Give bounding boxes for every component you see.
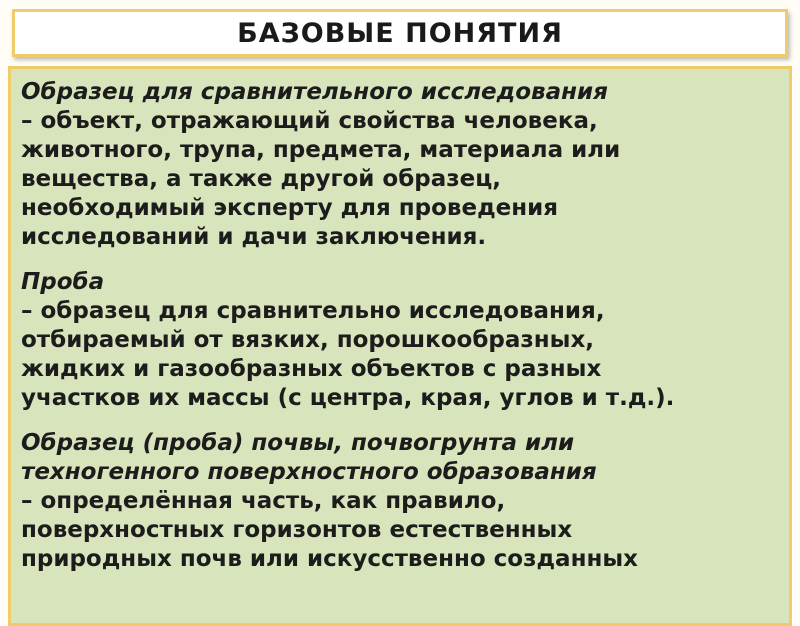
- definition-section-probe: [21, 268, 779, 413]
- definition-term: Образец (проба) почвы, почвогрунта или техногенного поверхностного образования: [21, 430, 597, 485]
- definition-section-sample: [21, 78, 779, 252]
- definitions-panel: [8, 66, 792, 626]
- slide-title-box: [12, 9, 788, 57]
- definition-term: Проба: [21, 269, 105, 295]
- slide-title: БАЗОВЫЕ ПОНЯТИЯ: [237, 17, 563, 49]
- definition-section-soil-sample: [21, 429, 779, 574]
- definition-text: – образец для сравнительно исследования, отбираемый от вязких, порошкообразных, жидких и газообразных объектов с разных участков их массы (с центра, края, углов и т.д.).: [21, 298, 675, 411]
- definition-term: Образец для сравнительного исследования: [21, 79, 608, 105]
- definition-text: – определённая часть, как правило, поверхностных горизонтов естественных природных почв или искусственно созданных: [21, 488, 638, 572]
- definition-text: – объект, отражающий свойства человека, животного, трупа, предмета, материала или вещества, а также другой образец, необходимый эксперту для проведения исследований и дачи заключения.: [21, 108, 621, 250]
